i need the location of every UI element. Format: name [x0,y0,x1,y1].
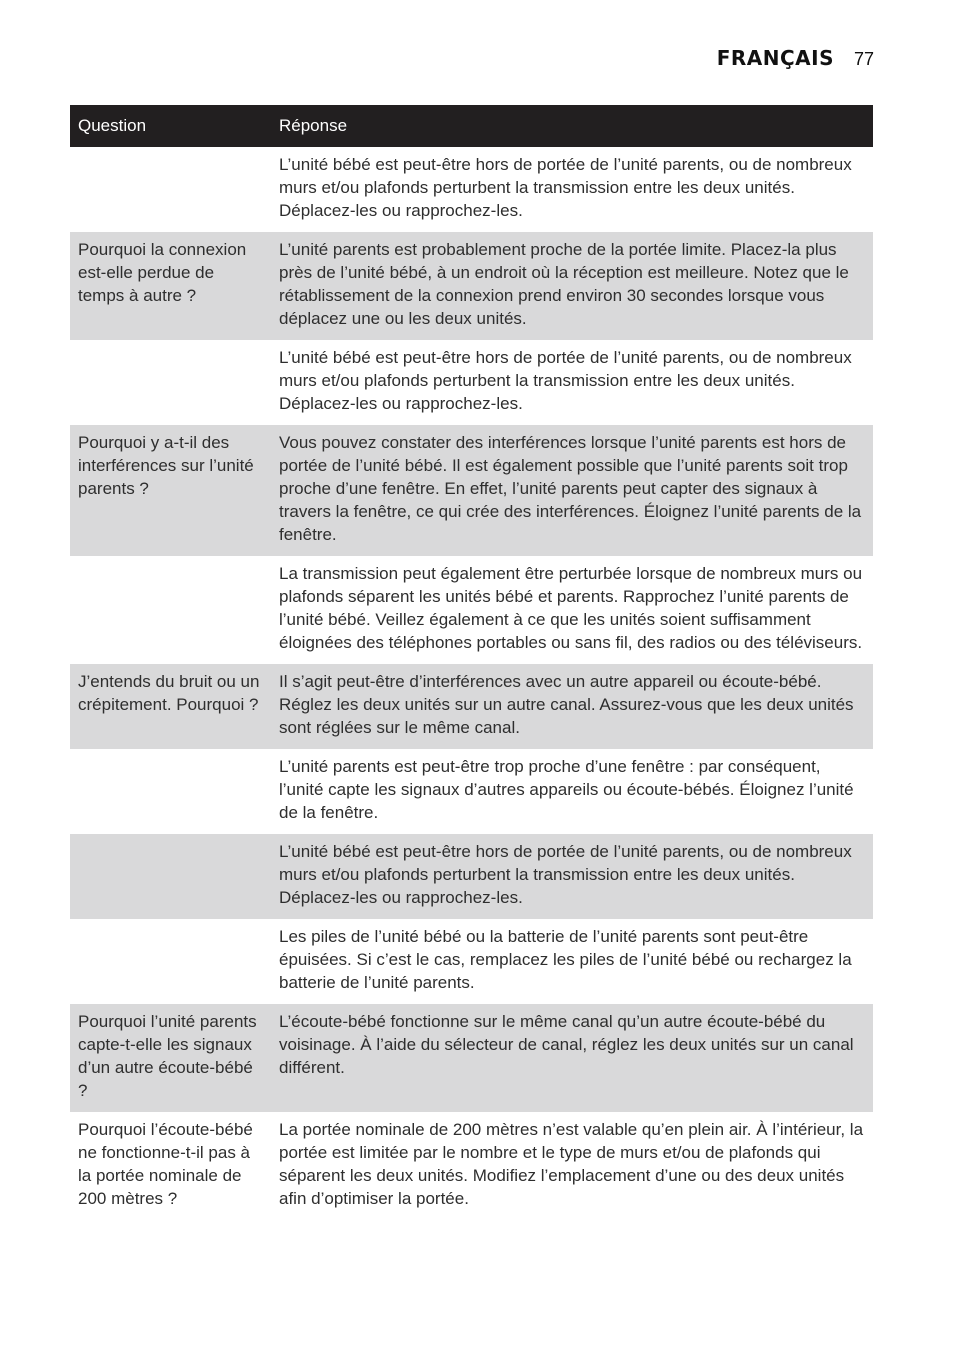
answer-cell: L’écoute-bébé fonctionne sur le même canal qu’un autre écoute-bébé du voisinage. À l’aide du sélecteur de canal, réglez les deux unités sur un canal différent. [271,1004,873,1112]
table-row [70,749,873,834]
column-header-answer: Réponse [271,105,873,147]
question-cell: Pourquoi y a-t-il des interférences sur l’unité parents ? [70,425,271,556]
answer-cell: La portée nominale de 200 mètres n’est valable qu’en plein air. À l’intérieur, la portée est limitée par le nombre et le type de murs et/ou de plafonds qui séparent les deux unités. Modifiez l’emplacement d’une ou des deux unités afin d’optimiser la portée. [279,1120,864,1208]
answer-cell: L’unité parents est peut-être trop proche d’une fenêtre : par conséquent, l’unité capte les signaux d’autres appareils ou écoute-bébés. Éloignez l’unité de la fenêtre. [279,757,854,822]
table-row [70,556,873,664]
answer-cell: Les piles de l’unité bébé ou la batterie de l’unité parents sont peut-être épuisées. Si c’est le cas, remplacez les piles de l’unité bébé ou rechargez la batterie de l’unité parents. [279,927,852,992]
answer-cell: Il s’agit peut-être d’interférences avec un autre appareil ou écoute-bébé. Réglez les deux unités sur un autre canal. Assurez-vous que les deux unités sont réglées sur le même canal. [271,664,873,749]
question-cell [70,340,271,425]
table-row [70,1112,873,1220]
answer-cell: Vous pouvez constater des interférences lorsque l’unité parents est hors de portée de l’unité bébé. Il est également possible que l’unité parents soit trop proche d’une fenêtre. En effet, l’unité parents peut capter des signaux à travers la fenêtre, ce qui crée des interférences. Éloignez l’unité parents de la fenêtre. [271,425,873,556]
answer-cell: L’unité parents est probablement proche de la portée limite. Placez-la plus près de l’unité bébé, à un endroit où la réception est meilleure. Notez que le rétablissement de la connexion prend environ 30 secondes lorsque vous déplacez une ou les deux unités. [271,232,873,340]
table-row [70,340,873,425]
column-header-question: Question [70,105,271,147]
question-cell: Pourquoi la connexion est-elle perdue de temps à autre ? [70,232,271,340]
question-cell [70,556,271,664]
table-row [70,664,873,749]
table-row [70,1004,873,1112]
table-row [70,919,873,1004]
page-header [717,46,874,70]
question-cell: Pourquoi l’unité parents capte-t-elle les signaux d’un autre écoute-bébé ? [70,1004,271,1112]
table-header-row [70,105,873,147]
question-cell: Pourquoi l’écoute-bébé ne fonctionne-t-il pas à la portée nominale de 200 mètres ? [78,1120,253,1208]
table-body [70,147,873,1220]
question-cell [70,834,271,919]
answer-cell: L’unité bébé est peut-être hors de portée de l’unité parents, ou de nombreux murs et/ou plafonds perturbent la transmission entre les deux unités. Déplacez-les ou rapprochez-les. [271,834,873,919]
language-label: FRANÇAIS [716,46,834,70]
question-cell [70,749,271,834]
troubleshooting-table [70,105,873,1220]
question-cell [70,919,271,1004]
question-cell [70,147,271,232]
table-row [70,834,873,919]
answer-cell: L’unité bébé est peut-être hors de portée de l’unité parents, ou de nombreux murs et/ou plafonds perturbent la transmission entre les deux unités. Déplacez-les ou rapprochez-les. [279,155,852,220]
page-number: 77 [853,49,874,69]
answer-cell: L’unité bébé est peut-être hors de portée de l’unité parents, ou de nombreux murs et/ou plafonds perturbent la transmission entre les deux unités. Déplacez-les ou rapprochez-les. [279,348,852,413]
table-row [70,425,873,556]
table-row [70,147,873,232]
answer-cell: La transmission peut également être perturbée lorsque de nombreux murs ou plafonds séparent les unités bébé et parents. Rapprochez l’unité parents de l’unité bébé. Veillez également à ce que les unités soient suffisamment éloignées des téléphones portables ou sans fil, des radios ou des téléviseurs. [279,564,863,652]
table-row [70,232,873,340]
question-cell: J’entends du bruit ou un crépitement. Pourquoi ? [70,664,271,749]
